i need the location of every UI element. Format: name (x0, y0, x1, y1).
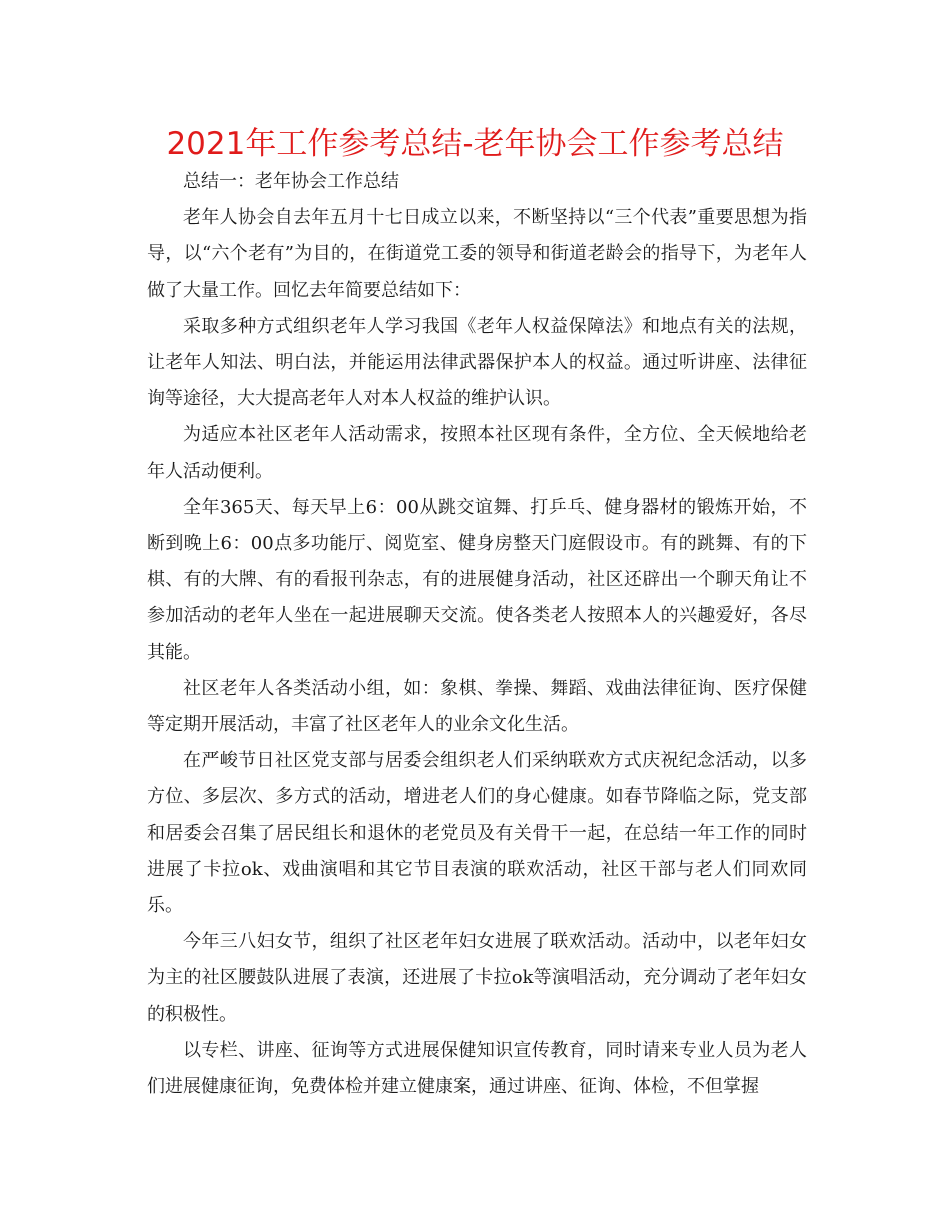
section-heading: 总结一：老年协会工作总结 (183, 171, 399, 192)
paragraph: 老年人协会自去年五月十七日成立以来，不断坚持以“三个代表”重要思想为指导，以“六个老有”为目的，在街道党工委的领导和街道老龄会的指导下，为老年人做了大量工作。回忆去年简要总结如下： (147, 207, 807, 301)
paragraph: 为适应本社区老年人活动需求，按照本社区现有条件，全方位、全天候地给老年人活动便利。 (147, 424, 807, 482)
paragraph: 全年365天、每天早上6：00从跳交谊舞、打乒乓、健身器材的锻炼开始，不断到晚上6：00点多功能厅、阅览室、健身房整天门庭假设市。有的跳舞、有的下棋、有的大牌、有的看报刊杂志，有的进展健身活动，社区还辟出一个聊天角让不参加活动的老年人坐在一起进展聊天交流。使各类老人按照本人的兴趣爱好，各尽其能。 (147, 496, 807, 663)
paragraph: 采取多种方式组织老年人学习我国《老年人权益保障法》和地点有关的法规，让老年人知法、明白法，并能运用法律武器保护本人的权益。通过听讲座、法律征询等途径，大大提高老年人对本人权益的维护认识。 (147, 315, 807, 410)
paragraph: 在严峻节日社区党支部与居委会组织老人们采纳联欢方式庆祝纪念活动，以多方位、多层次、多方式的活动，增进老人们的身心健康。如春节降临之际，党支部和居委会召集了居民组长和退休的老党员及有关骨干一起，在总结一年工作的同时进展了卡拉ok、戏曲演唱和其它节目表演的联欢活动，社区干部与老人们同欢同乐。 (147, 750, 807, 917)
paragraph: 社区老年人各类活动小组，如：象棋、拳操、舞蹈、戏曲法律征询、医疗保健等定期开展活动，丰富了社区老年人的业余文化生活。 (147, 677, 807, 736)
paragraph: 以专栏、讲座、征询等方式进展保健知识宣传教育，同时请来专业人员为老人们进展健康征询，免费体检并建立健康案，通过讲座、征询、体检，不但掌握 (147, 1039, 807, 1098)
document-body (147, 164, 807, 1105)
paragraph: 今年三八妇女节，组织了社区老年妇女进展了联欢活动。活动中，以老年妇女为主的社区腰鼓队进展了表演，还进展了卡拉ok等演唱活动，充分调动了老年妇女的积极性。 (147, 931, 807, 1025)
document-title: 2021年工作参考总结-老年协会工作参考总结 (166, 126, 784, 162)
